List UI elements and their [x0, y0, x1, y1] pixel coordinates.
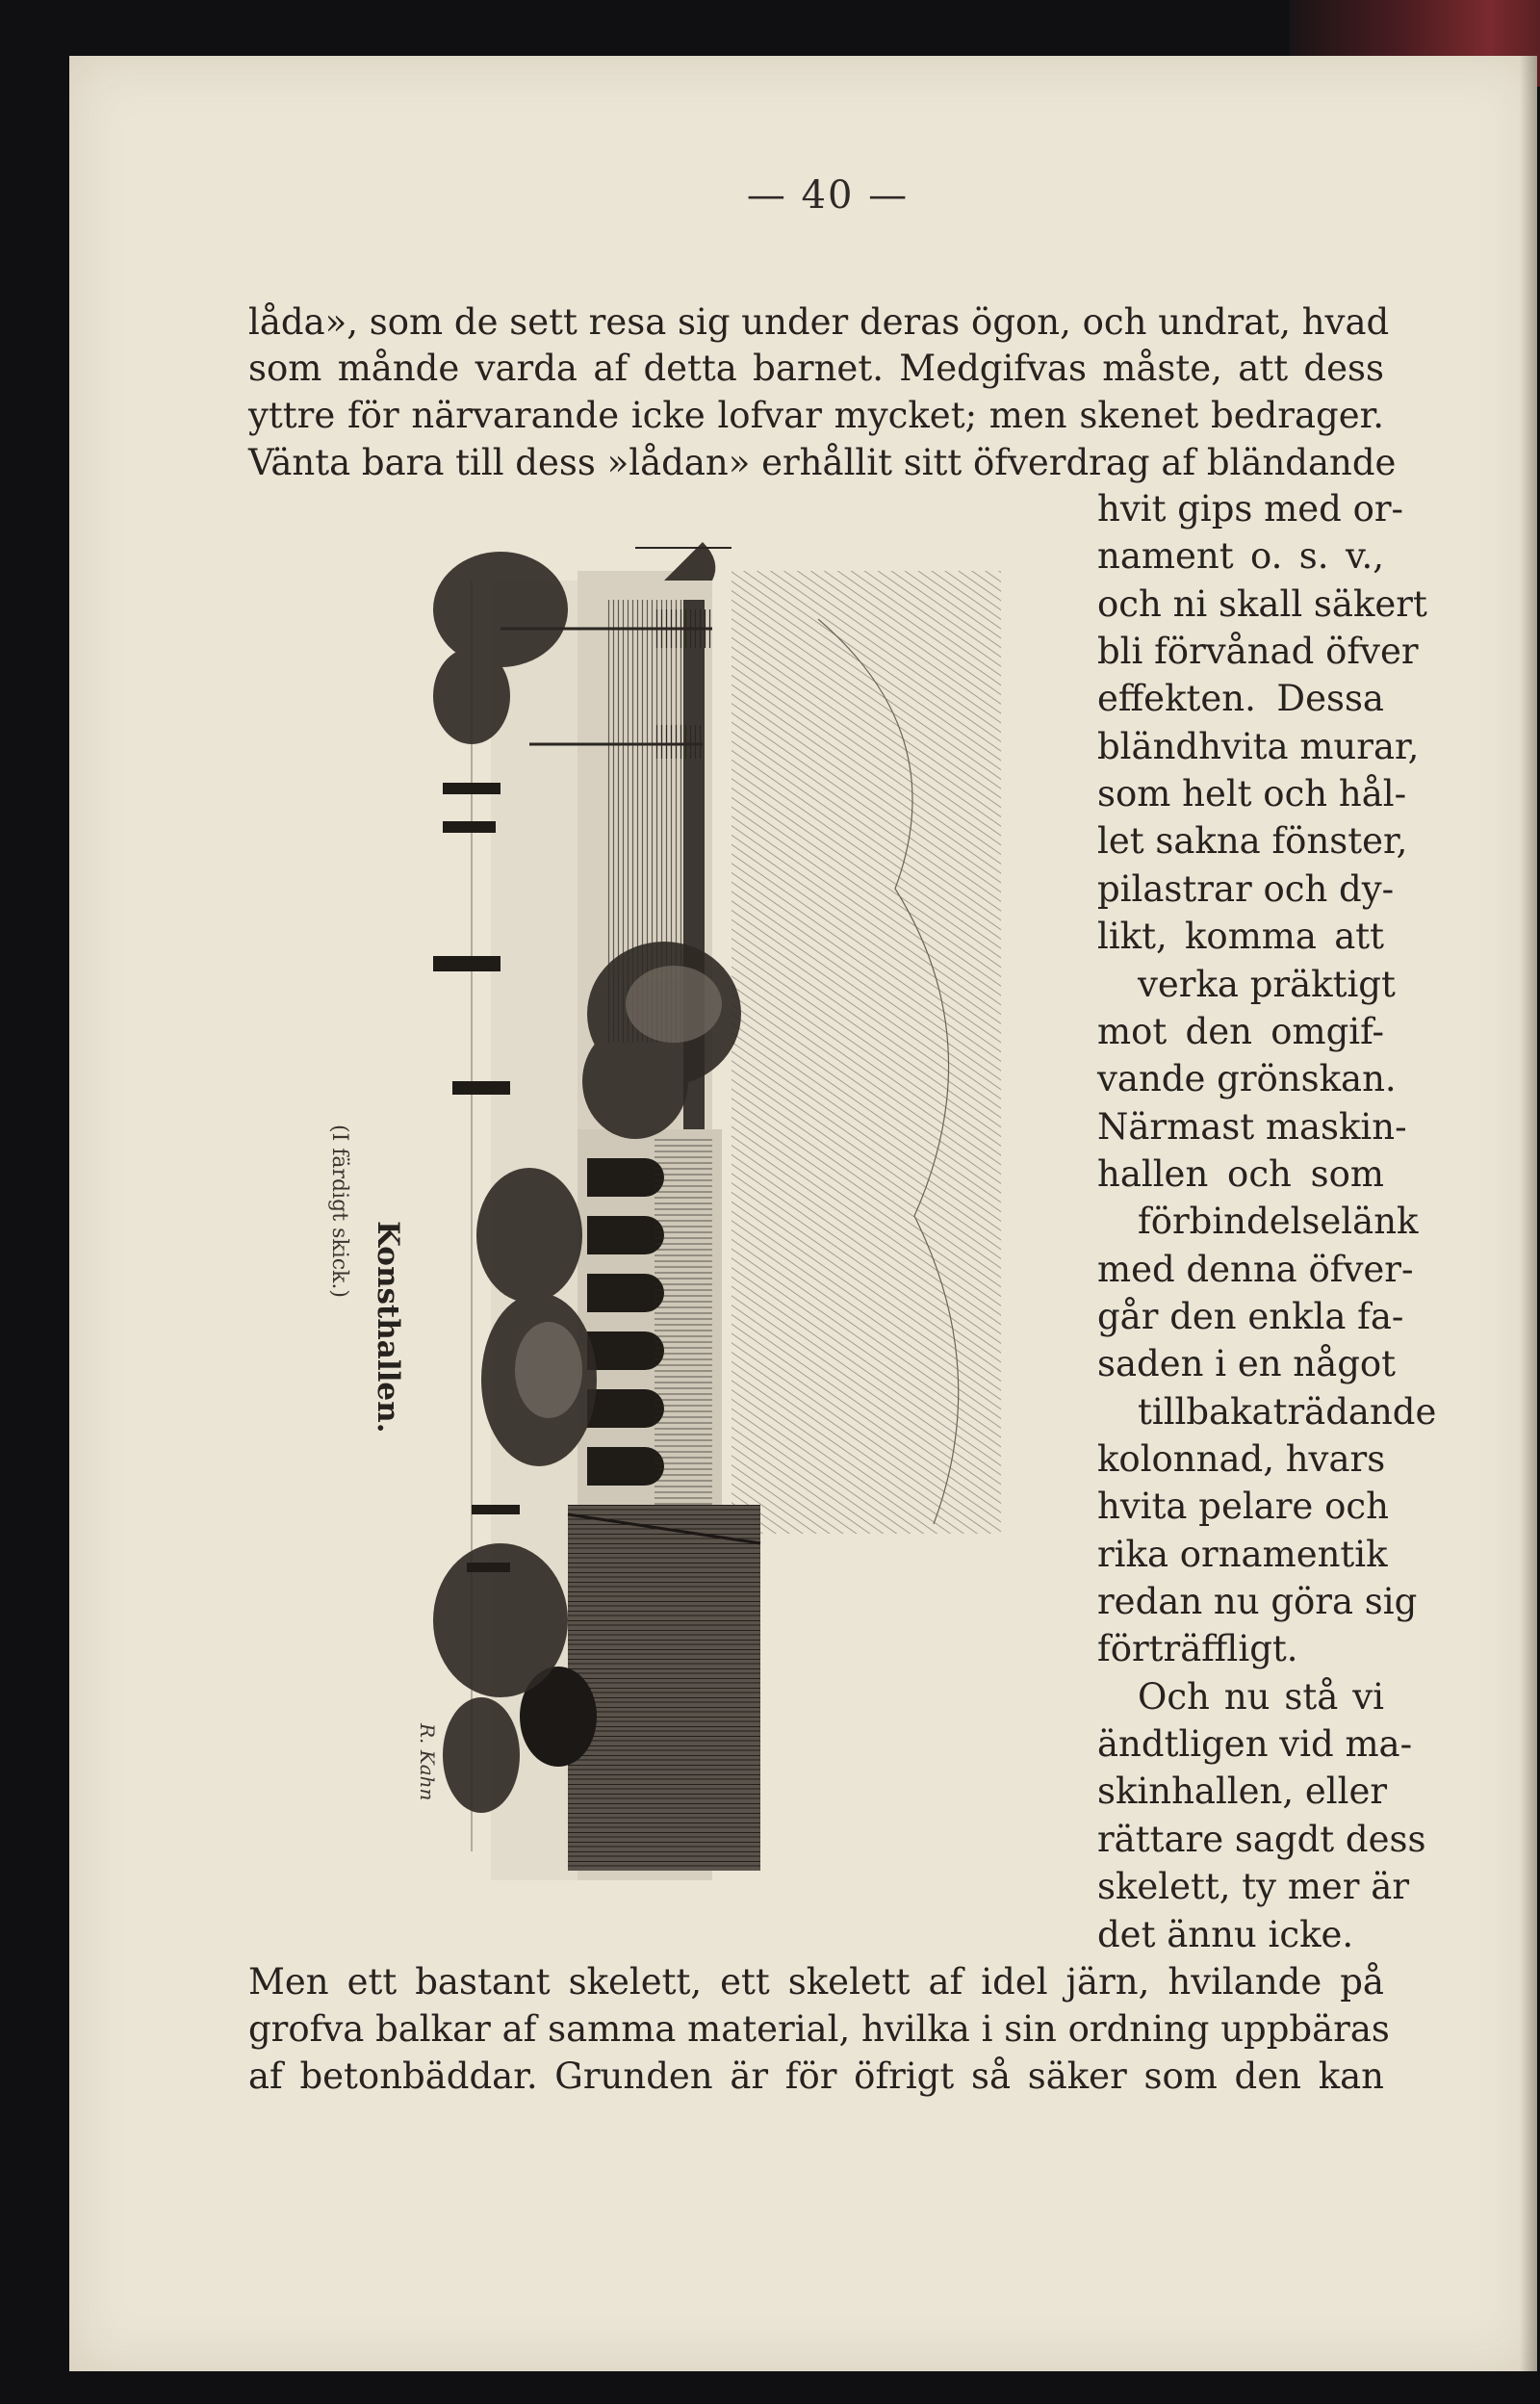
- side-line: hvita pelare och: [1097, 1486, 1389, 1528]
- side-line: verka präktigt: [1138, 963, 1396, 1005]
- side-line: Och nu stå vi: [1138, 1675, 1384, 1718]
- side-line: bli förvånad öfver: [1097, 631, 1419, 673]
- body-line-3: yttre för närvarande icke lofvar mycket; men skenet bedrager.: [248, 395, 1384, 436]
- body-line-2: som månde varda af detta barnet. Medgifvas måste, att dess: [248, 348, 1384, 389]
- side-line: förbindelselänk: [1138, 1201, 1419, 1243]
- page-number: — 40 —: [746, 173, 910, 218]
- side-line: effekten. Dessa: [1097, 678, 1384, 720]
- side-line: det ännu icke.: [1097, 1913, 1354, 1955]
- body-line-bottom-1: Men ett bastant skelett, ett skelett af idel järn, hvilande på: [248, 1961, 1384, 2003]
- side-line: nament o. s. v.,: [1097, 535, 1384, 578]
- side-line: vande grönskan.: [1097, 1058, 1397, 1100]
- side-line: pilastrar och dy-: [1097, 867, 1395, 910]
- side-line: med denna öfver-: [1097, 1248, 1414, 1290]
- side-line: förträffligt.: [1097, 1628, 1298, 1670]
- side-line: ändtligen vid ma-: [1097, 1723, 1413, 1766]
- body-line-4: Vänta bara till dess »lådan» erhållit sitt öfverdrag af bländande: [248, 442, 1397, 483]
- side-line: skinhallen, eller: [1097, 1771, 1388, 1813]
- side-line: hallen och som: [1097, 1152, 1384, 1195]
- side-line: bländhvita murar,: [1097, 725, 1420, 767]
- side-line: och ni skall säkert: [1097, 582, 1427, 625]
- side-line: mot den omgif-: [1097, 1010, 1384, 1052]
- side-line: rika ornamentik: [1097, 1533, 1388, 1575]
- side-line: likt, komma att: [1097, 916, 1384, 958]
- illustration-caption-title: Konsthallen.: [371, 1221, 405, 1434]
- side-line: saden i en något: [1097, 1343, 1397, 1385]
- side-line: går den enkla fa-: [1097, 1295, 1404, 1337]
- side-line: skelett, ty mer är: [1097, 1866, 1410, 1908]
- illustration-signature: R. Kahn: [416, 1723, 439, 1801]
- side-line: Närmast maskin-: [1097, 1105, 1407, 1148]
- body-line-bottom-3: af betonbäddar. Grunden är för öfrigt så säker som den kan: [248, 2055, 1384, 2097]
- side-line: som helt och hål-: [1097, 773, 1407, 815]
- side-line: redan nu göra sig: [1097, 1581, 1418, 1623]
- side-line: tillbakaträdande: [1138, 1390, 1437, 1433]
- side-line: kolonnad, hvars: [1097, 1438, 1386, 1480]
- illustration-caption-subtitle: (I färdigt skick.): [327, 1124, 351, 1298]
- body-line-1: låda», som de sett resa sig under deras ögon, och undrat, hvad: [248, 301, 1390, 343]
- side-line: let sakna fönster,: [1097, 820, 1408, 863]
- side-line: hvit gips med or-: [1097, 488, 1404, 530]
- side-line: rättare sagdt dess: [1097, 1818, 1426, 1860]
- konsthallen-illustration: [414, 542, 1034, 1890]
- body-line-bottom-2: grofva balkar af samma material, hvilka i sin ordning uppbäras: [248, 2008, 1390, 2050]
